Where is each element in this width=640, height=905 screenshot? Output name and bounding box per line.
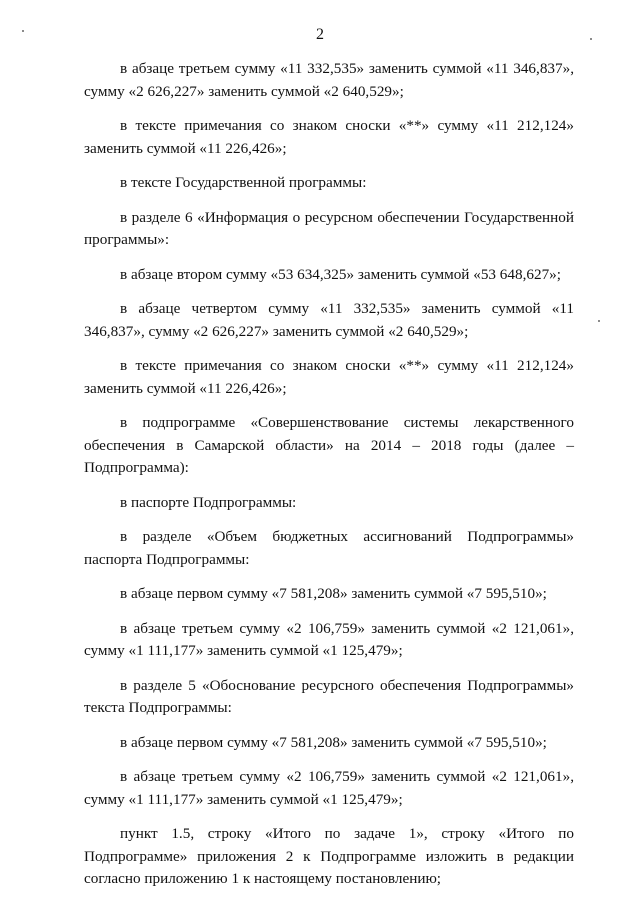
paragraph: в тексте Государственной программы:	[120, 174, 367, 191]
paragraph: в абзаце третьем сумму «2 106,759» заменить суммой «2 121,061», сумму «1 111,177» заменить суммой «1 125,479»;	[84, 619, 574, 659]
paragraph: в абзаце четвертом сумму «11 332,535» заменить суммой «11 346,837», сумму «2 626,227» заменить суммой «2 640,529»;	[84, 300, 574, 340]
paragraph: в абзаце первом сумму «7 581,208» заменить суммой «7 595,510»;	[120, 733, 547, 751]
paragraph: в абзаце втором сумму «53 634,325» заменить суммой «53 648,627»;	[120, 265, 561, 283]
paragraph: в паспорте Подпрограммы:	[120, 493, 297, 511]
paragraph: в абзаце третьем сумму «11 332,535» заменить суммой «11 346,837», сумму «2 626,227» заменить суммой «2 640,529»;	[84, 60, 574, 100]
scan-speck	[598, 320, 600, 322]
scan-speck	[590, 38, 592, 40]
page-number: 2	[316, 26, 324, 43]
paragraph: в абзаце третьем сумму «2 106,759» заменить суммой «2 121,061», сумму «1 111,177» заменить суммой «1 125,479»;	[84, 768, 574, 808]
document-body	[84, 58, 574, 903]
paragraph: в разделе 5 «Обоснование ресурсного обеспечения Подпрограммы» текста Подпрограммы:	[84, 676, 574, 716]
paragraph: в подпрограмме «Совершенствование системы лекарственного обеспечения в Самарской области» на 2014 – 2018 годы (далее – Подпрограмма):	[84, 414, 574, 476]
paragraph: в тексте примечания со знаком сноски «**» сумму «11 212,124» заменить суммой «11 226,426»;	[84, 357, 574, 397]
paragraph: пункт 1.5, строку «Итого по задаче 1», строку «Итого по Подпрограмме» приложения 2 к Подпрограмме изложить в редакции согласно приложению 1 к настоящему постановлению;	[84, 825, 574, 887]
paragraph: в разделе «Объем бюджетных ассигнований Подпрограммы» паспорта Подпрограммы:	[84, 528, 574, 568]
scan-speck	[22, 30, 24, 32]
paragraph: в разделе 6 «Информация о ресурсном обеспечении Государственной программы»:	[84, 208, 574, 248]
paragraph: в абзаце первом сумму «7 581,208» заменить суммой «7 595,510»;	[120, 585, 547, 602]
paragraph: в тексте примечания со знаком сноски «**» сумму «11 212,124» заменить суммой «11 226,426»;	[84, 117, 574, 157]
